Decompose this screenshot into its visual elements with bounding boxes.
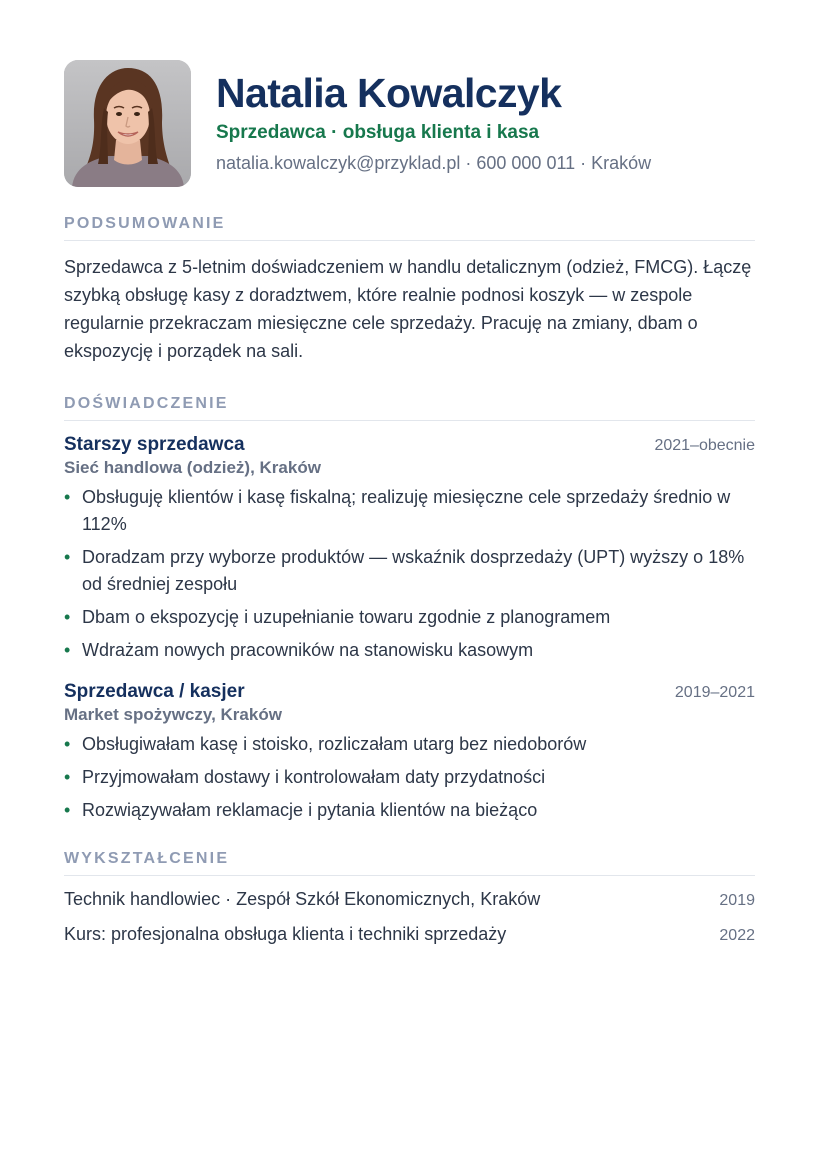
experience-heading: DOŚWIADCZENIE: [64, 394, 755, 421]
contact-line: [216, 151, 651, 175]
candidate-role: Sprzedawca · obsługa klienta i kasa: [216, 122, 540, 143]
profile-photo: [64, 60, 191, 187]
bullet-icon: •: [64, 547, 71, 567]
list-item: [64, 604, 755, 631]
list-item: [64, 764, 755, 791]
job-dates: 2019–2021: [674, 684, 755, 701]
header-text: [216, 60, 651, 175]
list-item: [64, 484, 755, 538]
education-text: Kurs: profesjonalna obsługa klienta i techniki sprzedaży: [64, 924, 507, 944]
job-entry: [64, 434, 755, 664]
job-header: [64, 681, 755, 703]
job-dates: 2021–obecnie: [654, 437, 755, 454]
list-item: [64, 886, 755, 914]
summary-heading: PODSUMOWANIE: [64, 214, 755, 241]
phone-text: 600 000 011: [476, 153, 576, 173]
education-year: 2022: [719, 927, 755, 944]
education-section: [64, 849, 755, 949]
bullet-text: Rozwiązywałam reklamacje i pytania klientów na bieżąco: [82, 800, 538, 820]
bullet-text: Doradzam przy wyborze produktów — wskaźnik dosprzedaży (UPT) wyższy o 18% od średniej zespołu: [82, 547, 745, 594]
job-title: Starszy sprzedawca: [64, 434, 245, 455]
bullet-text: Wdrażam nowych pracowników na stanowisku kasowym: [82, 640, 534, 660]
job-entry: [64, 681, 755, 824]
list-item: [64, 731, 755, 758]
contact-separator: ·: [580, 153, 587, 173]
bullet-icon: •: [64, 607, 71, 627]
bullet-text: Dbam o ekspozycję i uzupełnianie towaru zgodnie z planogramem: [82, 607, 611, 627]
bullet-text: Obsługuję klientów i kasę fiskalną; realizuję miesięczne cele sprzedaży średnio w 112%: [82, 487, 731, 534]
resume-header: [64, 60, 755, 187]
education-year: 2019: [719, 892, 755, 909]
job-header: [64, 434, 755, 456]
job-company: Sieć handlowa (odzież), Kraków: [64, 458, 321, 477]
bullet-text: Obsługiwałam kasę i stoisko, rozliczałam utarg bez niedoborów: [82, 734, 587, 754]
email-text: natalia.kowalczyk@przyklad.pl: [216, 153, 461, 173]
bullet-icon: •: [64, 800, 71, 820]
city-text: Kraków: [591, 153, 652, 173]
experience-section: [64, 394, 755, 824]
bullet-icon: •: [64, 767, 71, 787]
bullet-icon: •: [64, 734, 71, 754]
candidate-name: Natalia Kowalczyk: [216, 70, 562, 116]
list-item: [64, 921, 755, 949]
bullet-text: Przyjmowałam dostawy i kontrolowałam daty przydatności: [82, 767, 546, 787]
contact-separator: ·: [465, 153, 472, 173]
portrait-illustration: [64, 60, 191, 187]
list-item: [64, 544, 755, 598]
bullet-icon: •: [64, 487, 71, 507]
education-text: Technik handlowiec · Zespół Szkół Ekonomicznych, Kraków: [64, 889, 541, 909]
education-list: [64, 886, 755, 949]
job-bullets: [64, 484, 755, 664]
summary-section: [64, 214, 755, 365]
education-heading: WYKSZTAŁCENIE: [64, 849, 755, 876]
bullet-icon: •: [64, 640, 71, 660]
list-item: [64, 637, 755, 664]
job-bullets: [64, 731, 755, 824]
summary-text: Sprzedawca z 5-letnim doświadczeniem w handlu detalicznym (odzież, FMCG). Łączę szybką obsługę kasy z doradztwem, które realnie podnosi koszyk — w zespole regularnie przekraczam miesięczne cele sprzedaży. Pracuję na zmiany, dbam o ekspozycję i porządek na sali.: [64, 257, 752, 361]
job-title: Sprzedawca / kasjer: [64, 681, 245, 702]
job-company: Market spożywczy, Kraków: [64, 705, 282, 724]
list-item: [64, 797, 755, 824]
